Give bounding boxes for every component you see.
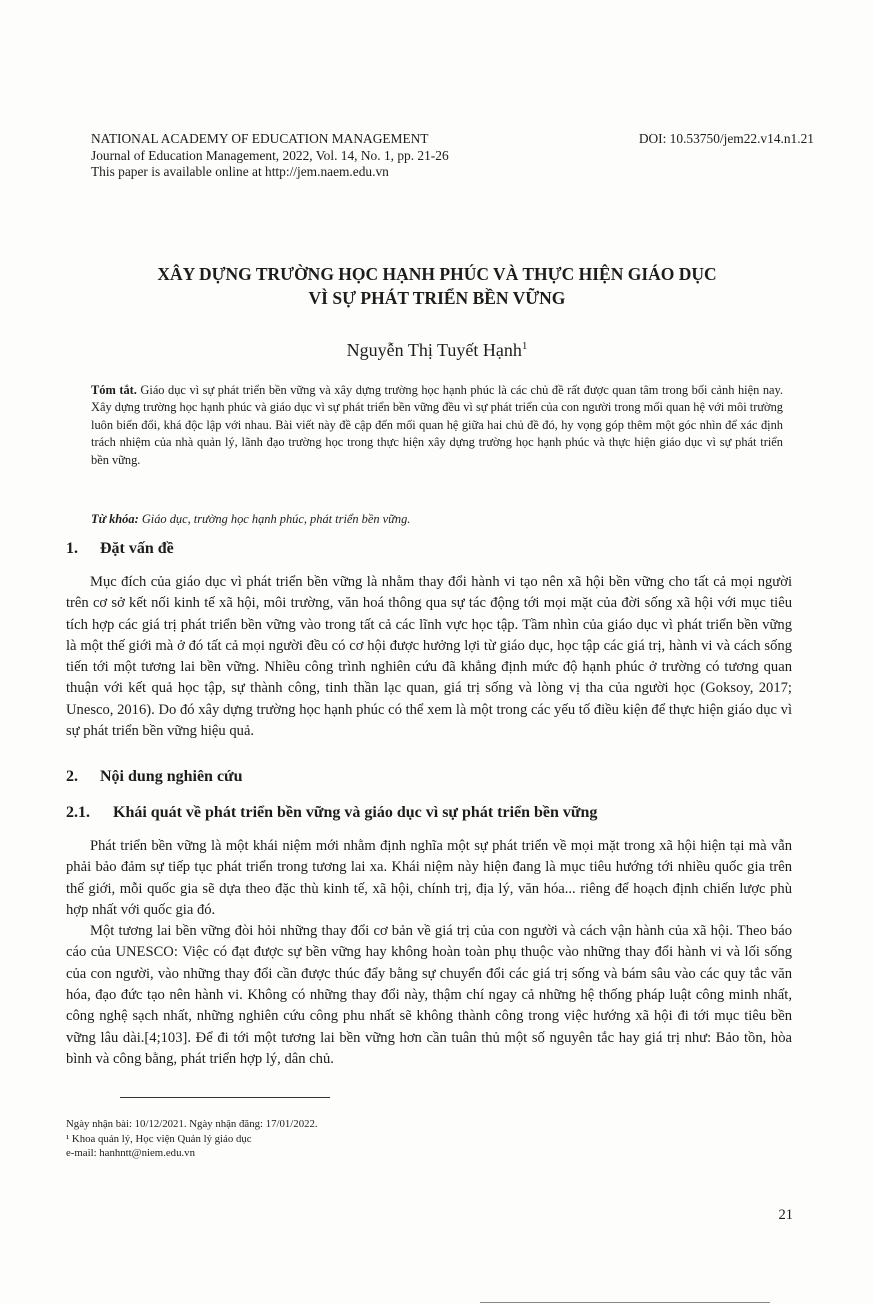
paper-title <box>80 262 794 310</box>
section-1-heading <box>66 540 174 558</box>
footnotes <box>66 1117 318 1161</box>
section-title: Đặt vấn đề <box>100 540 174 557</box>
author-name: Nguyễn Thị Tuyết Hạnh <box>346 340 522 360</box>
doi: DOI: 10.53750/jem22.v14.n1.21 <box>638 131 814 146</box>
subsection-number: 2.1. <box>66 804 90 821</box>
running-header <box>91 131 449 181</box>
title-line-2: VÌ SỰ PHÁT TRIỂN BỀN VỮNG <box>308 288 566 308</box>
bottom-scan-line <box>480 1302 770 1303</box>
section-2-1-body <box>66 836 792 1070</box>
footnote-separator <box>120 1097 330 1098</box>
title-line-1: XÂY DỰNG TRƯỜNG HỌC HẠNH PHÚC VÀ THỰC HIỆN GIÁO DỤC <box>157 264 717 284</box>
section-number: 1. <box>66 540 78 557</box>
section-1-body <box>66 572 792 742</box>
paragraph: Một tương lai bền vững đòi hỏi những thay đổi cơ bản về giá trị của con người và cách vận hành của xã hội. Theo báo cáo của UNESCO: Việc có đạt được sự bền vững hay không hoàn toàn phụ thuộc vào những thay đổi hành vi và lối sống của con người, vào những thay đổi cần được thúc đẩy bằng sự chuyển đổi các giá trị sống và bám sâu vào các quy tắc văn hóa, đạo đức tạo nên hành vi. Không có những thay đổi này, thậm chí ngay cả những hệ thống pháp luật công minh nhất, công nghệ sạch nhất, những nghiên cứu công phu nhất sẽ không thành công trong việc hướng xã hội đi tới mục tiêu bền vững lâu dài.[4;103]. Để đi tới một tương lai bền vững hơn cần tuân thủ một số nguyên tắc hay giá trị như: Bảo tồn, hòa bình và công bằng, phát triển hợp lý, dân chủ. <box>66 923 792 1067</box>
author-affiliation-mark: 1 <box>521 340 528 352</box>
paragraph: Phát triển bền vững là một khái niệm mới nhằm định nghĩa một sự phát triển về mọi mặt trong xã hội hiện tại mà vẫn phải bảo đảm sự tiếp tục phát triển trong tương lai xa. Khái niệm này hiện đang là mục tiêu hướng tới nhiều quốc gia trên thế giới, mỗi quốc gia sẽ dựa theo đặc thù kinh tế, xã hội, chính trị, địa lý, văn hóa... riêng để hoạch định chiến lược phù hợp nhất với quốc gia đó. <box>66 838 792 918</box>
paragraph: Mục đích của giáo dục vì phát triển bền vững là nhằm thay đổi hành vi tạo nên xã hội bền vững cho tất cả mọi người trên cơ sở kết nối kinh tế xã hội, môi trường, văn hoá thông qua sự tác động tới mọi mặt của đời sống xã hội với mục tiêu tích hợp các giá trị phát triển bền vững vào trong tất cả các lĩnh vực học tập. Tầm nhìn của giáo dục vì phát triển bền vững là một thế giới mà ở đó tất cả mọi người đều có cơ hội được hưởng lợi từ giáo dục, học tập các giá trị, hành vi và cách sống tiến tới một tương lai bền vững. Nhiều công trình nghiên cứu đã khẳng định mức độ hạnh phúc ở trường có tương quan thuận với kết quả học tập, sự thành công, tinh thần lạc quan, giá trị sống và lòng vị tha của người học (Goksoy, 2017; Unesco, 2016). Do đó xây dựng trường học hạnh phúc có thể xem là một trong các yếu tố điều kiện để thực hiện giáo dục vì sự phát triển bền vững hiệu quả. <box>66 574 792 740</box>
affiliation-note: ¹ Khoa quản lý, Học viện Quản lý giáo dục <box>66 1132 252 1145</box>
section-title: Nội dung nghiên cứu <box>100 768 243 785</box>
section-2-heading <box>66 768 243 786</box>
abstract-label: Tóm tắt. <box>91 383 137 397</box>
keywords-text: Giáo dục, trường học hạnh phúc, phát triển bền vững. <box>141 512 411 526</box>
email-note: e-mail: hanhntt@niem.edu.vn <box>66 1147 195 1159</box>
journal-citation: Journal of Education Management, 2022, Vol. 14, No. 1, pp. 21-26 <box>91 147 449 163</box>
online-availability: This paper is available online at http://jem.naem.edu.vn <box>91 164 389 179</box>
page-number: 21 <box>778 1207 793 1223</box>
abstract-text: Giáo dục vì sự phát triển bền vững và xây dựng trường học hạnh phúc là các chủ đề rất được quan tâm trong bối cảnh hiện nay. Xây dựng trường học hạnh phúc và giáo dục vì sự phát triển bền vững đều vì sự phát triển của con người trong mối quan hệ với môi trường luôn biến đổi, khá độc lập với nhau. Bài viết này đề cập đến mối quan hệ giữa hai chủ đề đó, hy vọng góp thêm một góc nhìn để xác định trách nhiệm của nhà quản lý, lãnh đạo trường học trong thực hiện xây dựng trường học hạnh phúc và thực hiện giáo dục vì sự phát triển bền vững. <box>91 383 783 467</box>
keywords-label: Từ khóa: <box>91 512 139 526</box>
keywords <box>91 511 783 528</box>
subsection-title: Khái quát về phát triển bền vững và giáo dục vì sự phát triển bền vững <box>113 804 598 821</box>
author <box>0 340 874 361</box>
section-number: 2. <box>66 768 78 785</box>
abstract <box>91 382 783 469</box>
section-2-1-heading <box>66 804 597 822</box>
institution-name: NATIONAL ACADEMY OF EDUCATION MANAGEMENT <box>91 131 429 146</box>
received-dates: Ngày nhận bài: 10/12/2021. Ngày nhận đăng: 17/01/2022. <box>66 1118 318 1130</box>
